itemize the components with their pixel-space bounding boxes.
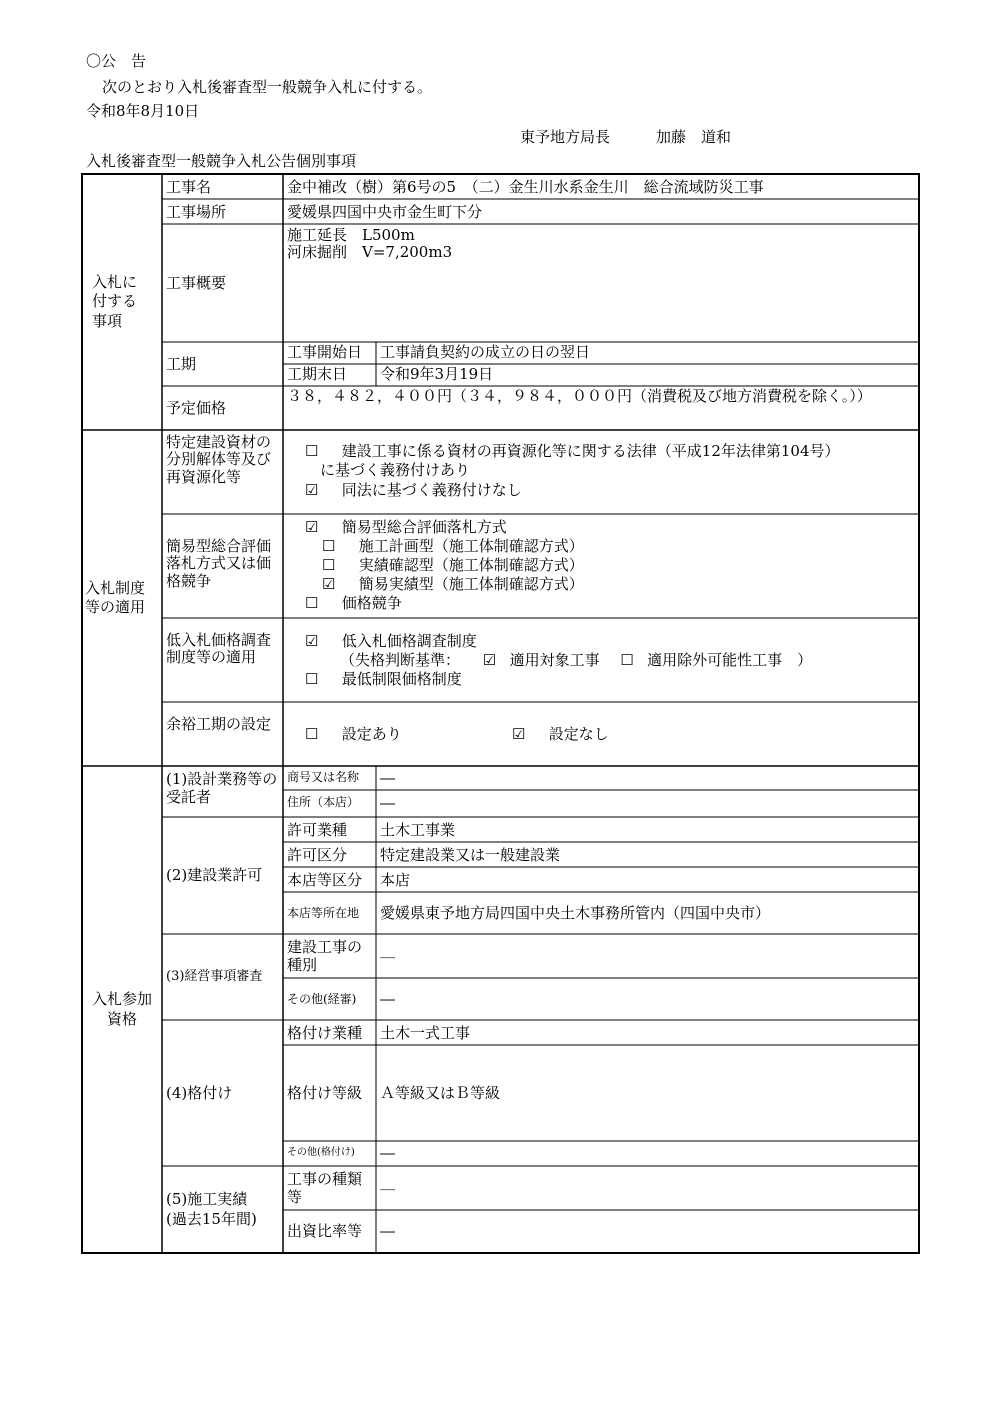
- rank-other-label: その他(格付け): [287, 1147, 355, 1159]
- low-bid-label: 低入札価格調査制度等の適用: [166, 631, 272, 667]
- license-class-label: 許可区分: [287, 846, 348, 864]
- work-period-label: 工期: [166, 354, 197, 373]
- rank-other-value: ―: [380, 1144, 395, 1163]
- section-label-qualification: 入札参加 資格: [91, 990, 152, 1028]
- margin-yes-text: 設定あり: [341, 725, 402, 743]
- minimum-price-text: 最低制限価格制度: [341, 670, 462, 688]
- checkbox-no-recycle-obligation[interactable]: ☑: [305, 481, 319, 499]
- construction-record-label: (5)施工実績 (過去15年間): [166, 1190, 257, 1228]
- work-place-label: 工事場所: [166, 203, 227, 221]
- issuer-title: 東予地方局長: [520, 128, 611, 146]
- audit-other-label: その他(経審): [287, 991, 357, 1006]
- office-location-label: 本店等所在地: [287, 905, 360, 920]
- rank-grade-value: Ａ等級又はＢ等級: [380, 1083, 501, 1102]
- exclusion-possible-work-text: 適用除外可能性工事 ）: [647, 651, 813, 669]
- record-check-type-text: 実績確認型（施工体制確認方式）: [358, 556, 584, 574]
- section-label-bidding-items: 入札に 付する 事項: [92, 272, 138, 330]
- applicable-work-text: 適用対象工事: [509, 651, 600, 669]
- record-type-value: ＿: [380, 1174, 396, 1192]
- notice-heading: 〇公 告: [86, 52, 147, 70]
- license-type-value: 土木工事業: [380, 821, 456, 839]
- evaluation-label: 簡易型総合評価落札方式又は価格競争: [166, 537, 272, 590]
- recycle-obligation-text: 建設工事に係る資材の再資源化等に関する法律（平成12年法律第104号）: [341, 442, 840, 460]
- recycle-label: 特定建設資材の分別解体等及び再資源化等: [166, 433, 272, 486]
- office-class-label: 本店等区分: [287, 871, 363, 889]
- checkbox-minimum-price[interactable]: ☐: [305, 670, 319, 688]
- investment-ratio-label: 出資比率等: [287, 1222, 363, 1241]
- audit-type-value: ＿: [380, 942, 396, 960]
- end-date-label: 工期末日: [287, 365, 348, 383]
- construction-plan-type-text: 施工計画型（施工体制確認方式）: [358, 537, 584, 555]
- notice-date: 令和8年8月10日: [86, 102, 200, 120]
- design-contractor-label: (1)設計業務等の受託者: [166, 770, 278, 806]
- work-place-value: 愛媛県四国中央市金生町下分: [287, 203, 483, 221]
- management-audit-label: (3)経営事項審査: [166, 968, 263, 984]
- margin-period-label: 余裕工期の設定: [166, 715, 272, 733]
- design-address-value: ―: [380, 794, 395, 812]
- section-label-bidding-system: 入札制度 等の適用: [85, 578, 146, 616]
- office-class-value: 本店: [380, 871, 411, 889]
- planned-price-value: ３８，４８２，４００円（３４，９８４，０００円（消費税及び地方消費税を除く。））: [287, 387, 872, 405]
- work-name-label: 工事名: [166, 178, 212, 196]
- margin-no-text: 設定なし: [548, 725, 609, 743]
- checkbox-simple-evaluation[interactable]: ☑: [305, 518, 319, 536]
- intro-text: 次のとおり入札後審査型一般競争入札に付する。: [102, 78, 433, 96]
- audit-other-value: ―: [380, 989, 395, 1008]
- rank-type-label: 格付け業種: [287, 1024, 363, 1042]
- recycle-obligation-text-2: に基づく義務付けあり: [320, 461, 471, 479]
- design-name-value: ―: [380, 769, 395, 787]
- issuer-name: 加藤 道和: [656, 128, 732, 146]
- rank-type-value: 土木一式工事: [380, 1024, 471, 1042]
- design-address-label: 住所（本店）: [287, 795, 360, 809]
- checkbox-construction-plan-type[interactable]: ☐: [322, 537, 336, 555]
- audit-type-label: 建設工事の種別: [287, 938, 363, 974]
- checkbox-margin-yes[interactable]: ☐: [305, 725, 319, 743]
- no-recycle-obligation-text: 同法に基づく義務付けなし: [341, 481, 522, 499]
- price-competition-text: 価格競争: [341, 594, 402, 612]
- planned-price-label: 予定価格: [166, 398, 227, 417]
- simple-evaluation-text: 簡易型総合評価落札方式: [341, 518, 507, 536]
- simple-record-type-text: 簡易実績型（施工体制確認方式）: [358, 575, 584, 593]
- checkbox-simple-record-type[interactable]: ☑: [322, 575, 336, 593]
- end-date-value: 令和9年3月19日: [380, 365, 494, 383]
- rank-grade-label: 格付け等級: [287, 1083, 363, 1102]
- table-title: 入札後審査型一般競争入札公告個別事項: [86, 152, 357, 170]
- checkbox-applicable-work[interactable]: ☑: [482, 651, 497, 669]
- work-summary-label: 工事概要: [166, 273, 227, 292]
- checkbox-low-bid-survey[interactable]: ☑: [305, 632, 319, 650]
- work-name-value: 金中補改（樹）第6号の5 （二）金生川水系金生川 総合流域防災工事: [287, 178, 764, 196]
- start-date-value: 工事請負契約の成立の日の翌日: [380, 343, 591, 361]
- low-bid-survey-text: 低入札価格調査制度: [341, 632, 477, 650]
- license-type-label: 許可業種: [287, 821, 348, 839]
- work-summary-value: 施工延長 L500m 河床掘削 V=7,200m3: [287, 226, 453, 262]
- office-location-value: 愛媛県東予地方局四国中央土木事務所管内（四国中央市）: [380, 903, 771, 922]
- license-class-value: 特定建設業又は一般建設業: [380, 846, 561, 864]
- start-date-label: 工事開始日: [287, 343, 363, 361]
- rank-label: (4)格付け: [166, 1083, 233, 1102]
- record-type-label: 工事の種類等: [287, 1170, 363, 1206]
- checkbox-record-check-type[interactable]: ☐: [322, 556, 336, 574]
- disqualify-criteria-label: （失格判断基準：: [340, 651, 461, 669]
- checkbox-price-competition[interactable]: ☐: [305, 594, 319, 612]
- checkbox-recycle-obligation[interactable]: ☐: [305, 442, 319, 460]
- design-name-label: 商号又は名称: [287, 770, 360, 784]
- license-label: (2)建設業許可: [166, 866, 263, 885]
- checkbox-exclusion-possible-work[interactable]: ☐: [620, 651, 634, 669]
- investment-ratio-value: ―: [380, 1222, 395, 1241]
- checkbox-margin-no[interactable]: ☑: [512, 725, 526, 743]
